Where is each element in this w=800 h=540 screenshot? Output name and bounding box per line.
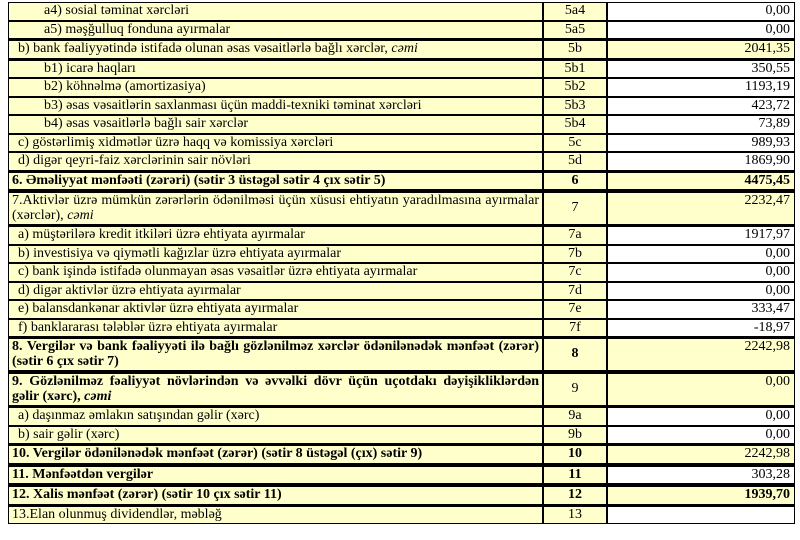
row-code-cell: 5c — [543, 134, 607, 153]
row-label-text: b) sair gəlir (xərc) — [18, 426, 120, 442]
row-label-text: b4) əsas vəsaitlərlə bağlı sair xərclər — [44, 116, 249, 131]
table-row — [8, 191, 795, 226]
table-row — [8, 152, 795, 171]
row-label-text: 7.Aktivlər üzrə mümkün zərərlərin ödənilməsi üçün xüsusi ehtiyatın yaradılmasına ayırmalar (xərclər), — [12, 193, 539, 223]
row-value-cell: 2242,98 — [607, 337, 795, 372]
table-body — [8, 2, 795, 524]
row-label-cell — [8, 226, 543, 245]
row-label-cell — [8, 171, 543, 192]
row-label-cell — [8, 60, 543, 79]
row-label-cell — [8, 300, 543, 319]
row-label-cell — [8, 319, 543, 338]
row-value-cell: 0,00 — [607, 372, 795, 407]
row-label-text: a4) sosial təminat xərcləri — [44, 3, 189, 18]
row-label-text: b2) köhnəlmə (amortizasiya) — [44, 79, 206, 94]
row-label-text: 8. Vergilər və bank fəaliyyəti ilə bağlı gözlənilməz xərclər ödənilənədək mənfəət (zərər) (sətir 6 çıx sətir 7) — [12, 339, 539, 369]
table-row — [8, 171, 795, 192]
row-code-cell: 9a — [543, 407, 607, 426]
row-label-text: c) bank işində istifadə olunmayan əsas vəsaitlər üzrə ehtiyata ayırmalar — [18, 264, 418, 279]
row-code-cell: 5b2 — [543, 78, 607, 97]
row-code-cell: 5b — [543, 39, 607, 60]
row-value-cell: 423,72 — [607, 97, 795, 116]
row-code-cell: 7e — [543, 300, 607, 319]
table-row — [8, 245, 795, 264]
row-value-cell: 0,00 — [607, 426, 795, 445]
row-value-cell: 4475,45 — [607, 171, 795, 192]
row-value-cell: 350,55 — [607, 60, 795, 79]
row-label-text: b) investisiya və qiymətli kağızlar üzrə ehtiyata ayırmalar — [18, 245, 342, 261]
table-row — [8, 78, 795, 97]
row-label-text: 9. Gözlənilməz fəaliyyət növlərindən və əvvəlki dövr üçün uçotdakı dəyişikliklərdən gəlir (xərc), — [12, 374, 539, 404]
row-label-text: d) digər qeyri-faiz xərclərinin sair növləri — [18, 153, 251, 168]
row-code-cell: 10 — [543, 444, 607, 465]
row-code-cell: 5b1 — [543, 60, 607, 79]
table-row — [8, 60, 795, 79]
table-row — [8, 372, 795, 407]
row-value-cell — [607, 506, 795, 525]
row-label-cell — [8, 263, 543, 282]
row-value-cell: 1193,19 — [607, 78, 795, 97]
table-row — [8, 282, 795, 301]
table-row — [8, 115, 795, 134]
table-row — [8, 337, 795, 372]
row-code-cell: 7d — [543, 282, 607, 301]
row-label-cell — [8, 134, 543, 153]
row-value-cell: 2232,47 — [607, 191, 795, 226]
row-value-cell: 0,00 — [607, 21, 795, 40]
row-value-cell: 303,28 — [607, 465, 795, 486]
row-label-cell — [8, 444, 543, 465]
row-value-cell: 1917,97 — [607, 226, 795, 245]
table-row — [8, 2, 795, 21]
row-value-cell: 333,47 — [607, 300, 795, 319]
row-label-text: e) balansdankənar aktivlər üzrə ehtiyata ayırmalar — [18, 301, 299, 316]
row-label-cell — [8, 78, 543, 97]
row-value-cell: 0,00 — [607, 263, 795, 282]
row-value-cell: 0,00 — [607, 245, 795, 264]
row-label-cell — [8, 282, 543, 301]
row-label-text: c) göstərlimiş xidmətlər üzrə haqq və komissiya xərcləri — [18, 134, 334, 150]
table-row — [8, 319, 795, 338]
row-label-text: b3) əsas vəsaitlərin saxlanması üçün maddi-texniki təminat xərcləri — [44, 97, 422, 113]
row-label-cell — [8, 465, 543, 486]
row-code-cell: 11 — [543, 465, 607, 486]
row-value-cell: 1939,70 — [607, 485, 795, 506]
row-label-cell — [8, 39, 543, 60]
table-row — [8, 485, 795, 506]
row-value-cell: 2041,35 — [607, 39, 795, 60]
table-row — [8, 465, 795, 486]
table-row — [8, 134, 795, 153]
table-row — [8, 97, 795, 116]
row-label-cell — [8, 372, 543, 407]
row-label-text: a) daşınmaz əmlakın satışından gəlir (xərc) — [18, 408, 260, 423]
row-code-cell: 13 — [543, 506, 607, 525]
row-label-cell — [8, 337, 543, 372]
row-value-cell: 73,89 — [607, 115, 795, 134]
income-statement-table — [8, 2, 795, 524]
row-label-cell — [8, 245, 543, 264]
table-row — [8, 407, 795, 426]
table-row — [8, 226, 795, 245]
row-label-text: b) bank fəaliyyətində istifadə olunan əsas vəsaitlərlə bağlı xərclər, — [18, 41, 392, 56]
row-label-text: 13.Elan olunmuş dividendlər, məbləğ — [12, 506, 222, 522]
row-code-cell: 12 — [543, 485, 607, 506]
row-value-cell: 0,00 — [607, 2, 795, 21]
row-label-italic-suffix: cəmi — [67, 207, 94, 223]
row-label-cell — [8, 2, 543, 21]
row-label-text: 11. Mənfəətdən vergilər — [12, 466, 154, 482]
table-row — [8, 263, 795, 282]
row-label-cell — [8, 407, 543, 426]
row-code-cell: 7f — [543, 319, 607, 338]
row-label-cell — [8, 97, 543, 116]
row-code-cell: 5b3 — [543, 97, 607, 116]
row-value-cell: -18,97 — [607, 319, 795, 338]
table-row — [8, 300, 795, 319]
row-code-cell: 6 — [543, 171, 607, 192]
row-label-text: b1) icarə haqları — [44, 60, 136, 76]
row-code-cell: 5a4 — [543, 2, 607, 21]
row-value-cell: 1869,90 — [607, 152, 795, 171]
row-label-cell — [8, 426, 543, 445]
row-label-cell — [8, 506, 543, 525]
table-row — [8, 444, 795, 465]
row-code-cell: 5a5 — [543, 21, 607, 40]
row-code-cell: 8 — [543, 337, 607, 372]
row-value-cell: 0,00 — [607, 282, 795, 301]
row-label-cell — [8, 191, 543, 226]
row-label-text: 12. Xalis mənfəət (zərər) (sətir 10 çıx sətir 11) — [12, 487, 282, 502]
row-label-text: a5) məşğulluq fonduna ayırmalar — [44, 21, 231, 37]
row-code-cell: 7 — [543, 191, 607, 226]
row-label-italic-suffix: cəmi — [391, 41, 418, 56]
income-statement-sheet — [8, 2, 795, 524]
row-code-cell: 9b — [543, 426, 607, 445]
row-code-cell: 7a — [543, 226, 607, 245]
row-label-italic-suffix: cəmi — [84, 388, 112, 404]
row-label-cell — [8, 21, 543, 40]
row-code-cell: 9 — [543, 372, 607, 407]
row-code-cell: 7b — [543, 245, 607, 264]
table-row — [8, 506, 795, 525]
table-row — [8, 39, 795, 60]
row-label-text: f) banklararası tələblər üzrə ehtiyata ayırmalar — [18, 319, 278, 335]
row-value-cell: 0,00 — [607, 407, 795, 426]
row-label-text: a) müştərilərə kredit itkiləri üzrə ehtiyata ayırmalar — [18, 227, 305, 242]
row-label-text: d) digər aktivlər üzrə ehtiyata ayırmalar — [18, 282, 241, 298]
row-code-cell: 5d — [543, 152, 607, 171]
row-code-cell: 7c — [543, 263, 607, 282]
row-label-text: 6. Əməliyyat mənfəəti (zərəri) (sətir 3 üstəgəl sətir 4 çıx sətir 5) — [12, 172, 386, 188]
row-label-text: 10. Vergilər ödənilənədək mənfəət (zərər) (sətir 8 üstəgəl (çıx) sətir 9) — [12, 446, 423, 461]
row-code-cell: 5b4 — [543, 115, 607, 134]
table-row — [8, 21, 795, 40]
row-label-cell — [8, 152, 543, 171]
row-label-cell — [8, 115, 543, 134]
table-row — [8, 426, 795, 445]
row-label-cell — [8, 485, 543, 506]
row-value-cell: 989,93 — [607, 134, 795, 153]
row-value-cell: 2242,98 — [607, 444, 795, 465]
